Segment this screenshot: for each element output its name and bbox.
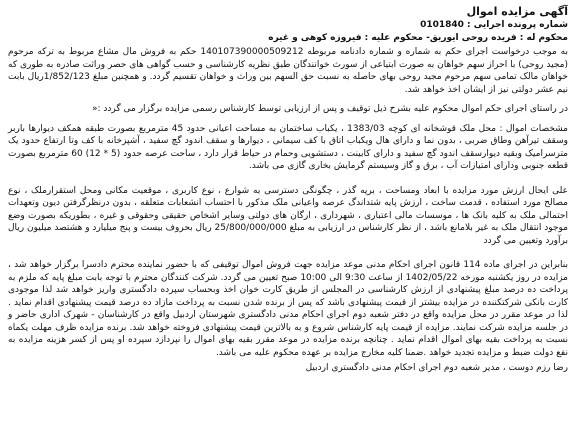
execution-paragraph: در راستای اجرای حکم اموال محکوم علیه بشرح ذیل توقیف و پس از ارزیابی توسط کارشناس رسمی مزایده برگزار می گردد :«: [91, 104, 568, 114]
ruling-paragraph: به موجب درخواست اجرای حکم به شماره و شماره دادنامه مربوطه 140107390000509212 حکم به فروش مال مشاع مربوط به ترکه مرحوم (مجید روحی) با احراز سهم خواهان به صورت ابتیاعی از سورث خوانندگان طبق نظریه کارشناسی و حسب گواهی های حصر وراثت صادره به طوری که خواهان مالک تمامی سهم مرحوم مجید روحی بهای حاصله به نسبت حق السهم بین وراث و خواهان تقسیم گردد. و همچنین مبلغ 1/852/123ریال بابت نیم عشر دولتی نیز از ایشان اخذ خواهد شد.: [8, 47, 568, 95]
property-specs-paragraph: مشخصات اموال : محل ملک قوشخانه ای کوچه 1383/03 ، یکباب ساختمان به مساحت اعیانی حدود 45 مترمربع بصورت طبقه همکف دیوارها باربر وسقف تیرآهن وطاق ضربی ، بدون نما و دارای هال ویکباب اتاق با کف سیمانی ، دیوارها و سقف اندود گچ سفید ، آشپزخانه با کف وتا ارتفاع حدود یک مترسرامیک وبقیه دیوارسقف اندود گچ سفید و دارای کابینت ، دستشویی وحمام در حیاط قرار دارد ، ساحت عرصه حدود (5 * 12) 60 مترمربع بصورت قطعه جنوبی ودارای امتیازات آب ، برق و گاز وسیستم گرمایش بخاری گازی می باشد.: [8, 123, 568, 171]
auction-terms-paragraph: بنابراین در اجرای ماده 114 قانون اجرای احکام مدنی موعد مزایده جهت فروش اموال توقیفی که با حضور نماینده محترم دادسرا برگزار خواهد شد ، مزایده در روز یکشنبه مورخه 1402/05/22 از ساعت 9:30 الی 10:00 صبح تعیین می گردد. شرکت کنندگان محترم با توجه بابت مبلغ پایه که ملزم به پرداخت ده درصد مبلغ پیشنهادی از ارزش کارشناسی در المجلس از طریق کارت خوان اخذ وبحساب سپرده دادگستری واریز خواهد شد لذا موجودی کارت بانکی شرکتکننده در مزایده بیشتر از قیمت پیشنهادی باشد که پس از برنده شدن نسبت به پرداخت مازاد ده درصد قیمت پیشنهادی اقدام نماید . لذا در موعد مقرر در محل مزایده واقع در دفتر شعبه دوم اجرای احکام مدنی دادگستری شهرستان اردبیل واقع در کارشناسان - شهرک اداری حاضر و در جلسه مزایده شرکت نمایند. مزایده از قیمت پایه کارشناس شروع و به بالاترین قیمت پیشنهادی فروخته خواهد شد. برنده مزایده ظرف مهلت یکماه نسبت به پرداخت بقیه بهای اموال اقدام نماید . چنانچه برنده مزایده در موعد مقرر بقیه بهای اموال را نپردازد سپرده او پس از کسر هزینه مزایده به نفع دولت ضبط و مزایده تجدید خواهد .ضمنا کلیه مخارج مزایده بر عهده محکوم علیه می باشد.: [8, 260, 569, 358]
parties-line: محکوم له : فریده روحی ایوریق- محکوم علیه : فیروزه کوهی و غیره: [268, 33, 568, 43]
file-number: شماره پرونده اجرایی : 0101840: [420, 20, 568, 30]
notice-title: آگهی مزایده اموال: [466, 5, 568, 18]
valuation-paragraph: علی ایحال ارزش مورد مزایده با ابعاد ومساحت ، برپه گذر ، چگونگی دسترسی به شوارع ، نوع کاربری ، موقعیت مکانی ومحل استقرارملک ، نوع مصالح مورد استفاده ، قدمت ساخت ، ارزش پایه شتداندگ عرصه واعیانی ملک مذکور با احتساب انشعابات متعلقه ، بدون درنظرگرفتن دیون وتعهدات احتمالی ملک به کلیه بانک ها ، موسسات مالی اعتباری ، شهرداری ، ارگان های دولتی وسایر اشخاص حقیقی وحقوقی و غیره ، بطوریکه بصورت وضع موجود انتقال ملک به غیر بلامانع باشد ، از نظر کارشناس در ارزیابی به مبلغ 25/800/000/000 ریال بحروف بیست و پنج میلیارد و هشتصد میلیون ریال برآورد وتعیین می گردد: [8, 185, 568, 246]
signature-line: رضا رزم دوست ، مدیر شعبه دوم اجرای احکام مدنی دادگستری اردبیل: [305, 363, 568, 373]
